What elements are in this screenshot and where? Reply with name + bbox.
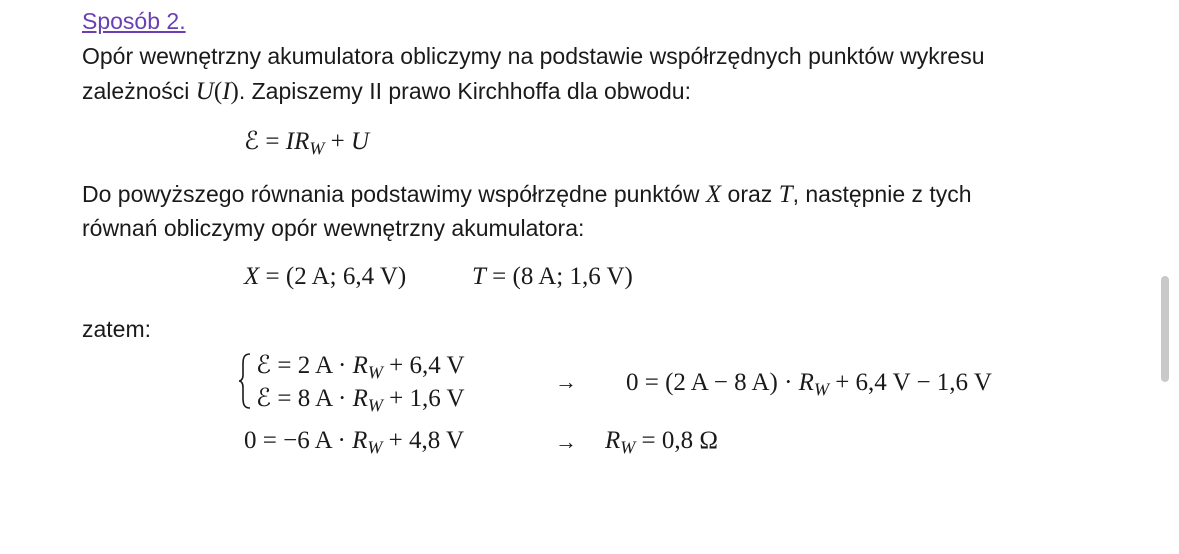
func-u: U xyxy=(195,78,214,105)
point-x-label: X xyxy=(244,263,260,290)
resistance-subscript: W xyxy=(309,138,325,159)
paren-close: ) xyxy=(230,78,239,105)
final-left: 0 = −6 A · xyxy=(244,427,353,454)
final-equation xyxy=(244,427,465,458)
point-t-value: = (8 A; 1,6 V) xyxy=(485,263,633,290)
point-t-label: T xyxy=(472,263,486,290)
system-equation-1 xyxy=(256,350,465,383)
voltage-symbol: U xyxy=(350,128,370,155)
paragraph-2-line-2: równań obliczymy opór wewnętrzny akumulatora: xyxy=(82,215,585,241)
arg-i: I xyxy=(222,78,231,105)
final-sub: W xyxy=(367,437,383,458)
point-t-ref: T xyxy=(778,181,793,208)
emf-symbol: ℰ xyxy=(244,128,260,155)
result-sub: W xyxy=(813,379,829,400)
point-t-coordinates xyxy=(472,263,633,291)
answer-value: = 0,8 Ω xyxy=(635,427,718,454)
plus-sign: + xyxy=(324,128,351,155)
arrow-2: → xyxy=(555,429,577,454)
result-left: 0 = (2 A − 8 A) · xyxy=(626,369,799,396)
paragraph-2-line-1 xyxy=(82,181,972,209)
sys1-right: + 6,4 V xyxy=(382,352,465,379)
arrow-1: → xyxy=(555,369,577,394)
sys1-left: ℰ = 2 A · xyxy=(256,352,353,379)
answer-sub: W xyxy=(620,437,636,458)
paren-open: ( xyxy=(213,78,223,105)
p2-suffix: , następnie z tych xyxy=(792,181,972,207)
answer-r: R xyxy=(605,427,621,454)
point-x-ref: X xyxy=(705,181,722,208)
current-symbol: I xyxy=(285,128,295,155)
sys1-r: R xyxy=(352,352,368,379)
p1-suffix: . Zapiszemy II prawo Kirchhoffa dla obwodu: xyxy=(238,78,691,104)
system-result xyxy=(626,369,992,400)
p2-prefix: Do powyższego równania podstawimy współrzędne punktów xyxy=(82,181,706,207)
paragraph-1-line-2 xyxy=(82,78,691,106)
paragraph-1-line-1: Opór wewnętrzny akumulatora obliczymy na podstawie współrzędnych punktów wykresu xyxy=(82,43,985,69)
result-right: + 6,4 V − 1,6 V xyxy=(828,369,992,396)
sys2-r: R xyxy=(352,385,368,412)
final-r: R xyxy=(352,427,368,454)
sys2-left: ℰ = 8 A · xyxy=(256,385,353,412)
system-brace-icon xyxy=(238,352,252,410)
system-equation-2 xyxy=(256,383,465,416)
point-x-coordinates xyxy=(244,263,406,291)
zatem-label: zatem: xyxy=(82,316,152,342)
p2-mid: oraz xyxy=(721,181,779,207)
vertical-scrollbar[interactable] xyxy=(1161,276,1169,382)
resistance-symbol: R xyxy=(294,128,310,155)
result-r: R xyxy=(798,369,814,396)
final-answer xyxy=(605,427,718,458)
final-right: + 4,8 V xyxy=(382,427,465,454)
section-heading[interactable]: Sposób 2. xyxy=(82,8,186,34)
sys1-sub: W xyxy=(367,362,383,383)
sys2-sub: W xyxy=(367,395,383,416)
equals-sign: = xyxy=(259,128,286,155)
sys2-right: + 1,6 V xyxy=(382,385,465,412)
point-x-value: = (2 A; 6,4 V) xyxy=(259,263,407,290)
p1-prefix: zależności xyxy=(82,78,196,104)
kirchhoff-equation xyxy=(244,126,370,159)
